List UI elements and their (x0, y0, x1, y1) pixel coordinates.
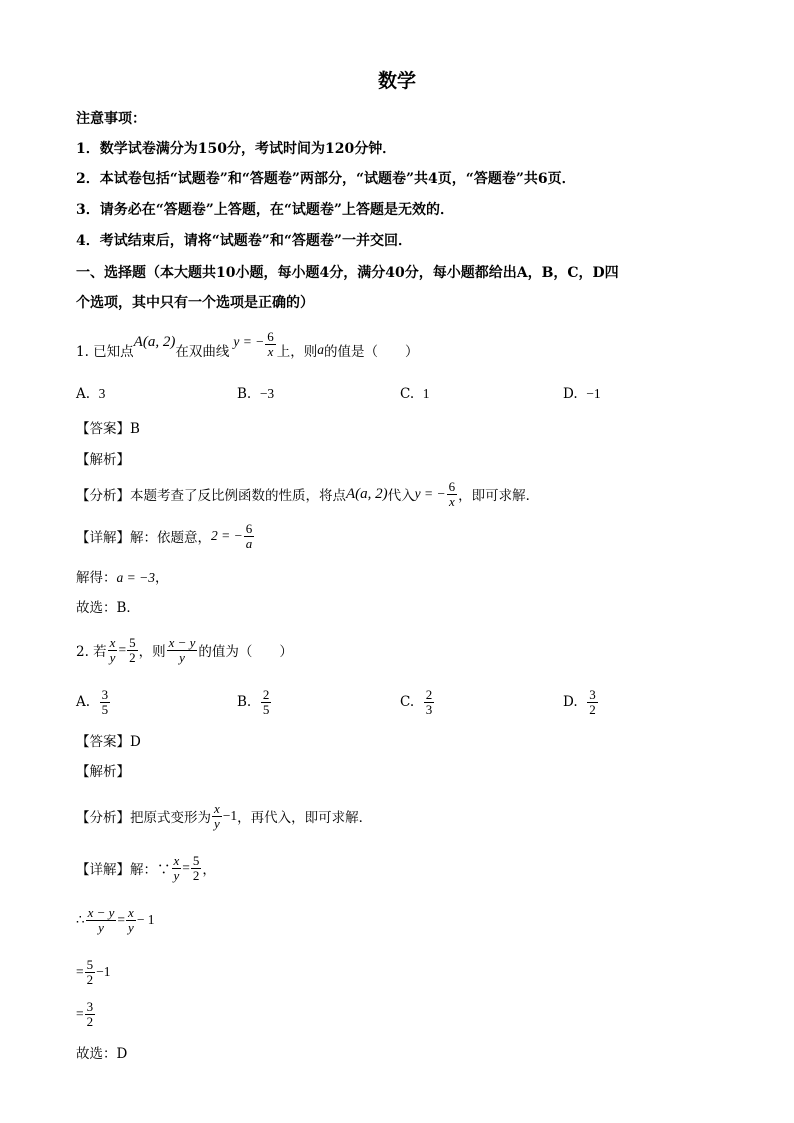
analysis-tag: 【解析】 (76, 452, 130, 468)
notice-item: 1．数学试卷满分为150分，考试时间为120分钟． (76, 141, 397, 157)
option-d: D. −1 (563, 386, 601, 402)
question-number: 1. 已知点 (76, 344, 134, 360)
analysis-xiangjie: 【详解】 解：∵ $\frac{x}{y}$ = $\frac{5}{2}$ ， (76, 852, 216, 883)
fraction-6-over-a: $\frac{6}{a}$ (245, 520, 253, 551)
option-a: A. $\frac{3}{5}$ (76, 686, 109, 717)
stem-text: 上，则 (276, 344, 318, 360)
notice-item: 4．考试结束后，请将“试题卷”和“答题卷”一并交回． (76, 233, 412, 249)
stem-text: 在双曲线 (175, 344, 230, 360)
option-d: D. $\frac{3}{2}$ (563, 686, 596, 717)
analysis-fenxi: 【分析】 本题考查了反比例函数的性质，将点 A(a, 2) 代入 y = − $\frac{6}{x}$ ，即可求解． (76, 478, 540, 509)
question-1-stem (76, 330, 419, 370)
choose-line: 故选：B． (76, 600, 140, 616)
analysis-fenxi: 【分析】 把原式变形为 $\frac{x}{y}$ −1 ，再代入，即可求解． (76, 800, 373, 831)
solution-line: 解得：a = −3， (76, 570, 169, 586)
notice-item: 3．请务必在“答题卷”上答题，在“试题卷”上答题是无效的． (76, 202, 454, 218)
derivation-step-1: ∴ $\frac{x - y}{y}$ = $\frac{x}{y}$ − 1 (76, 904, 155, 935)
derivation-step-2: = $\frac{5}{2}$ −1 (76, 956, 111, 987)
stem-text: 的值是（ ） (324, 344, 419, 360)
fraction-6-over-x: $\frac{6}{x}$ (267, 328, 274, 359)
option-b: B. $\frac{2}{5}$ (237, 686, 270, 717)
point-a: A(a, 2) (133, 333, 176, 350)
page-title: 数学 (377, 70, 416, 92)
section-header-line1: 一、选择题（本大题共10小题，每小题4分，满分40分，每小题都给出A，B，C，D四 (76, 265, 619, 281)
notice-item: 2．本试卷包括“试题卷”和“答题卷”两部分，“试题卷”共4页，“答题卷”共6页． (76, 171, 576, 187)
question-2-stem: 2. 若 $\frac{x}{y}$ = $\frac{5}{2}$ ，则 $\frac{x - y}{y}$ 的值为（ ） (76, 634, 293, 665)
notice-heading: 注意事项： (76, 111, 146, 127)
answer-line: 【答案】D (76, 734, 141, 750)
equation-lhs: y = − (233, 334, 265, 349)
option-a: A. 3 (76, 386, 106, 402)
answer-line: 【答案】B (76, 421, 140, 437)
section-header-line2: 个选项，其中只有一个选项是正确的） (76, 295, 314, 311)
analysis-tag: 【解析】 (76, 764, 130, 780)
option-c: C. $\frac{2}{3}$ (400, 686, 433, 717)
option-b: B. −3 (237, 386, 275, 402)
fraction-6-over-x: $\frac{6}{x}$ (448, 478, 456, 509)
analysis-xiangjie: 【详解】 解：依题意， 2 = − $\frac{6}{a}$ (76, 520, 253, 551)
choose-line: 故选：D (76, 1046, 128, 1062)
option-c: C. 1 (400, 386, 430, 402)
derivation-step-3: = $\frac{3}{2}$ (76, 998, 94, 1029)
variable-a: a (317, 342, 325, 357)
